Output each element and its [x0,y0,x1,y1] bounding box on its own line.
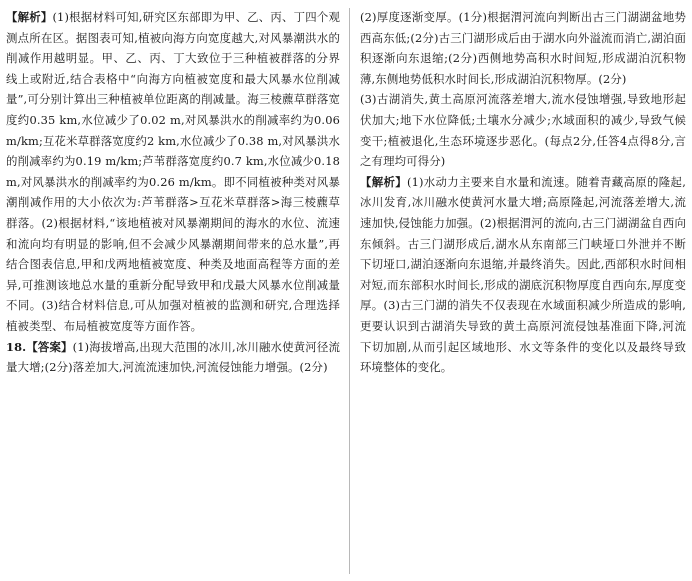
answer-text: (1)海拔增高,出现大范围的冰川,冰川融水使黄河径流量大增;(2分)落差加大,河流流速加快,河流侵蚀能力增强。(2分) [6,339,340,375]
left-column [6,7,340,378]
answer-part-2: (2)厚度逐渐变厚。(1分)根据渭河流向判断出古三门湖湖盆地势西高东低;(2分)古三门湖形成后由于湖水向外溢流而消亡,湖泊面积逐渐向东退缩;(2分)西侧地势高积水时间短,形成湖泊沉积物薄,东侧地势低积水时间长,形成湖泊沉积物厚。(2分) [360,10,686,86]
analysis-text: (1)水动力主要来自水量和流速。随着青藏高原的隆起,冰川发育,冰川融水使黄河水量大增;高原隆起,河流落差增大,流速加快,侵蚀能力加强。(2)根据渭河的流向,古三门湖湖盆自西向东倾斜。古三门湖形成后,湖水从东南部三门峡垭口外泄并不断下切垭口,湖泊逐渐向东退缩,并最终消失。因此,西部积水时间相对短,而东部积水时间长,形成的湖底沉积物厚度自西向东,厚度变厚。(3)古三门湖的消失不仅表现在水域面积减少所造成的影响,更要认识到古湖消失导致的黄土高原河流侵蚀基准面下降,河流下切加剧,从而引起区域地形、水文等条件的变化以及最终导致环境整体的变化。 [360,174,686,375]
right-column [360,7,686,378]
question-18-answer [6,337,340,378]
answer-tag: 【答案】 [26,339,73,354]
column-divider [349,8,350,574]
analysis-paragraph-left [6,7,340,337]
answer-part-3: (3)古湖消失,黄土高原河流落差增大,流水侵蚀增强,导致地形起伏加大;地下水位降低;土壤水分减少;水域面积的减少,导致气候变干;植被退化,生态环境逐步恶化。(每点2分,任答4点得8分,言之有理均可得分) [360,92,686,169]
analysis-paragraph-right [360,172,686,378]
analysis-text: (1)根据材料可知,研究区东部即为甲、乙、丙、丁四个观测点所在区。据图表可知,植被向海方向宽度越大,对风暴潮洪水的削减作用越明显。甲、乙、丙、丁大致位于三种植被群落的分界线上或附近,结合表格中“向海方向植被宽度和最大风暴水位削减量”,可分别计算出三种植被单位距离的削减量。海三棱藨草群落宽度约0.35 km,水位减少了0.02 m,对风暴洪水的削减率约为0.06 m/km;互花米草群落宽度约2 km,水位减少了0.38 m,对风暴洪水的削减率约为0.19 m/km;芦苇群落宽度约0.7 km,水位减少0.18 m,对风暴洪水的削减率约为0.26 m/km。即不同植被种类对风暴潮削减作用的大小依次为:芦苇群落>互花米草群落>海三棱藨草群落。(2)根据材料,“该地植被对风暴潮期间的海水的水位、流速和流向均有明显的影响,但不会减少风暴潮期间带来的总水量”,再结合图表信息,甲和戊两地植被宽度、种类及地面高程等方面的差异,可推测该地总水量的重新分配导致甲和戊最大风暴水位削减量不同。(3)结合材料信息,可从加强对植被的监测和研究,合理选择植被类型、布局植被宽度等方面作答。 [6,10,340,333]
question-number: 18. [6,339,27,354]
analysis-tag: 【解析】 [360,174,407,189]
analysis-tag: 【解析】 [6,10,53,24]
